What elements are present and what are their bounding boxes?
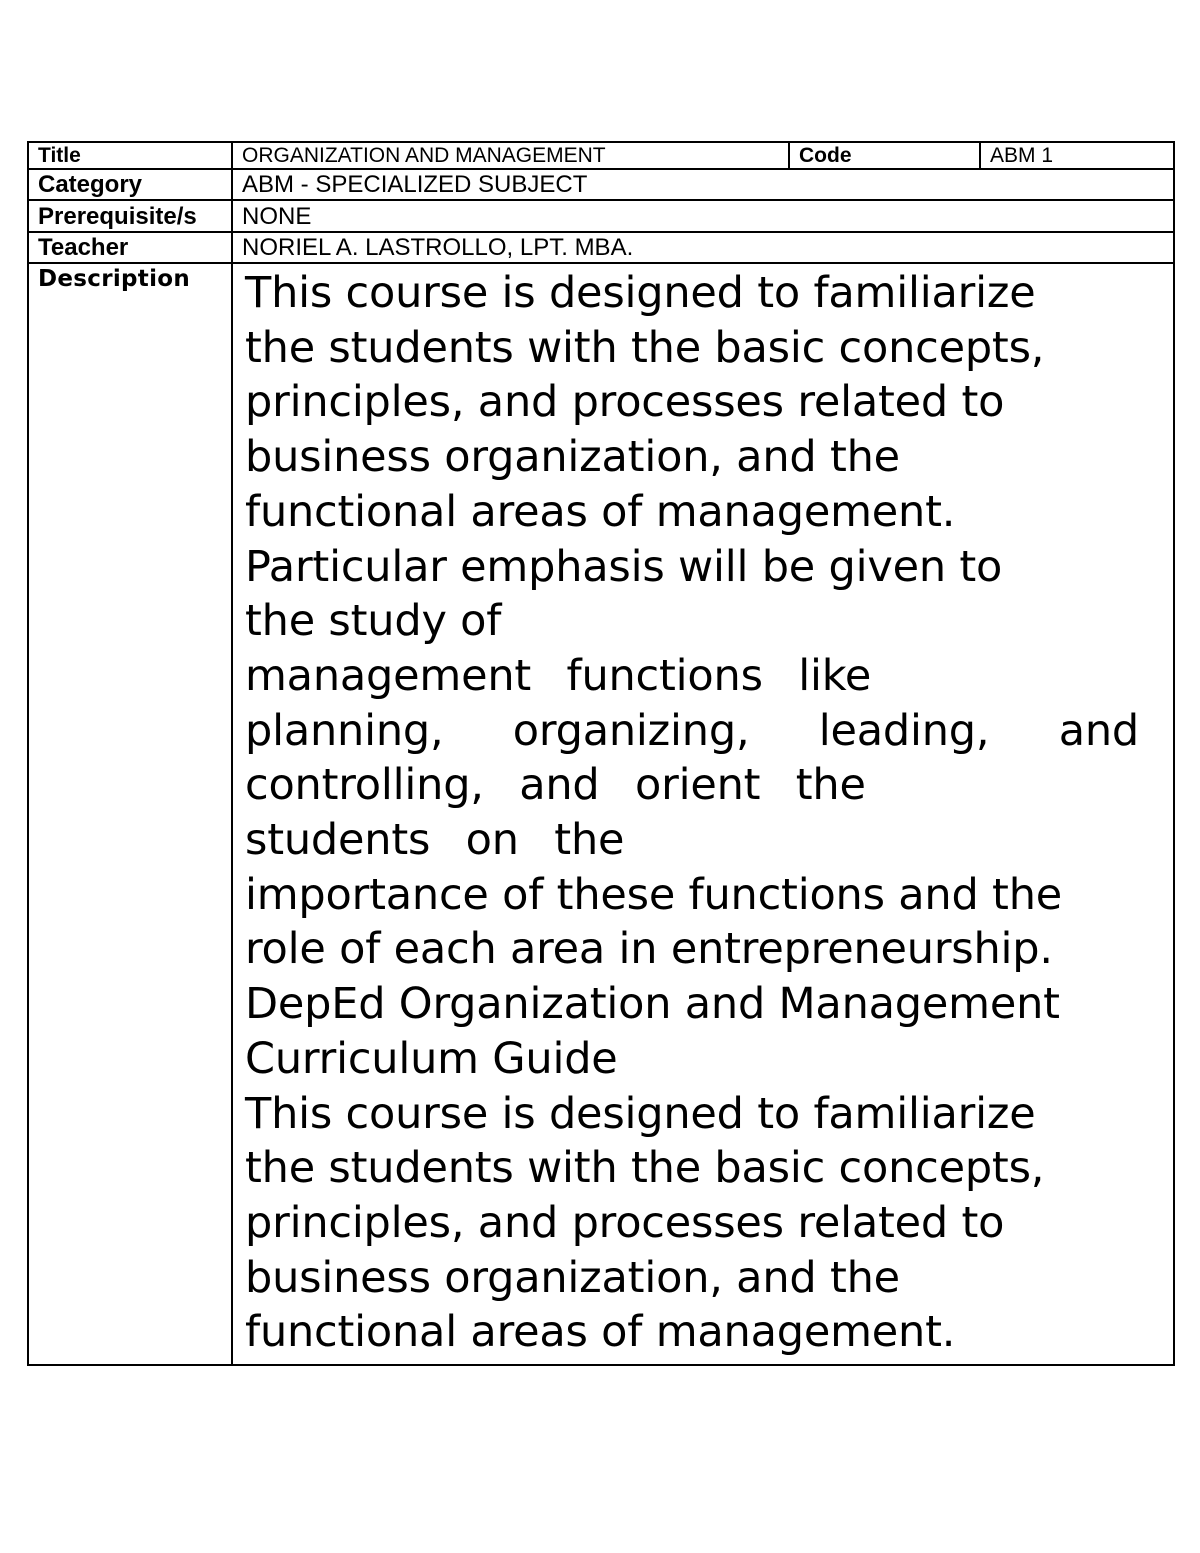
description-line: business organization, and the [245,1252,900,1303]
description-line: principles, and processes related to [245,377,1005,428]
description-line: Particular emphasis will be given to [245,541,1003,592]
description-value [232,263,1174,1365]
description-line: the students with the basic concepts, [245,322,1045,373]
description-line: controlling, and orient the [245,760,866,811]
title-value: ORGANIZATION AND MANAGEMENT [232,142,789,169]
description-line: This course is designed to familiarize [245,268,1036,318]
description-line: This course is designed to familiarize [245,1088,1036,1139]
title-label: Title [28,142,232,169]
category-label: Category [28,169,232,200]
teacher-row [28,232,1174,263]
prerequisite-value: NONE [232,200,1174,232]
teacher-value: NORIEL A. LASTROLLO, LPT. MBA. [232,232,1174,263]
category-row [28,169,1174,200]
prerequisite-label: Prerequisite/s [28,200,232,232]
description-line: importance of these functions and the [245,869,1063,920]
description-line: DepEd Organization and Management [245,979,1060,1030]
description-row [28,263,1174,1365]
description-line: business organization, and the [245,432,900,483]
description-line: Curriculum Guide [245,1033,618,1084]
description-line: the study of [245,596,502,647]
description-line: management functions like [245,650,872,701]
description-line: functional areas of management. [245,486,956,537]
description-line: functional areas of management. [245,1307,956,1358]
code-label: Code [789,142,980,169]
teacher-label: Teacher [28,232,232,263]
category-value: ABM - SPECIALIZED SUBJECT [232,169,1174,200]
description-line: the students with the basic concepts, [245,1143,1045,1194]
title-row [28,142,1174,169]
code-value: ABM 1 [980,142,1174,169]
description-label: Description [28,263,232,1365]
description-line: role of each area in entrepreneurship. [245,924,1053,975]
description-line: principles, and processes related to [245,1197,1005,1248]
course-info-table [27,141,1175,1366]
prerequisite-row [28,200,1174,232]
description-line: students on the [245,815,625,866]
description-line: planning, organizing, leading, and [245,705,1139,756]
